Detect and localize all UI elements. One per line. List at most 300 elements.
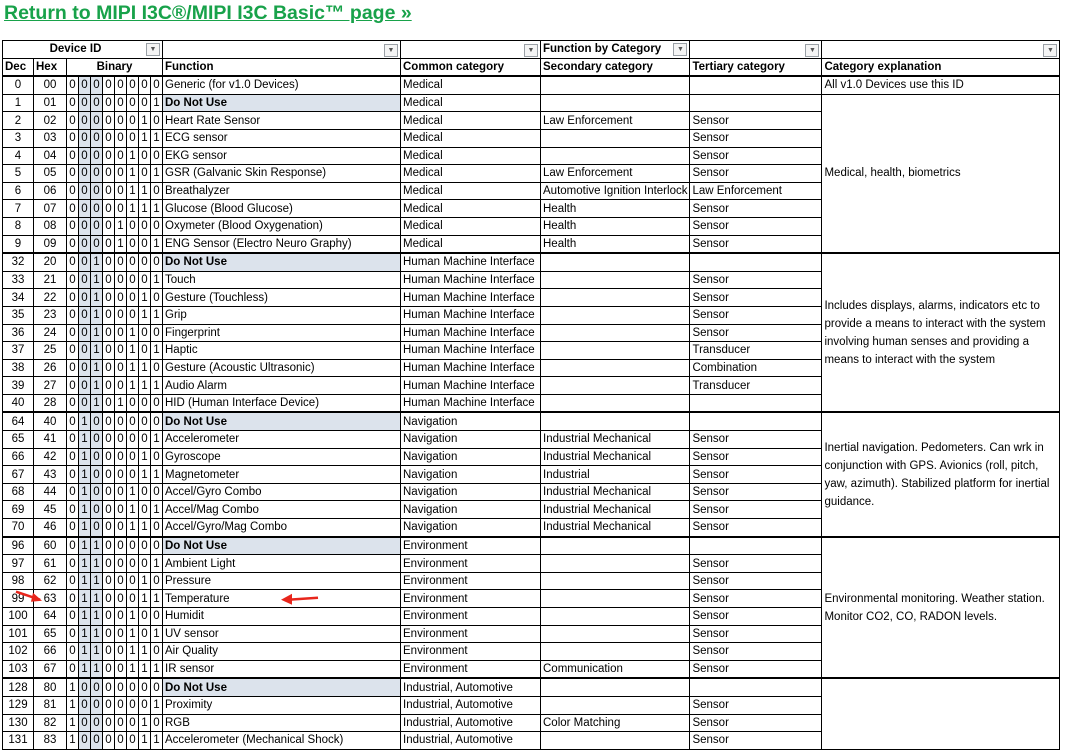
function-cell: Gyroscope [163, 448, 401, 466]
tertiary-category-cell: Sensor [690, 590, 822, 608]
dec-cell: 70 [3, 519, 34, 537]
binary-bit-cell: 0 [115, 714, 127, 732]
binary-bit-cell: 1 [91, 660, 103, 678]
tertiary-category-cell: Transducer [690, 342, 822, 360]
dec-cell: 98 [3, 572, 34, 590]
dec-cell: 40 [3, 394, 34, 412]
binary-bit-cell: 1 [127, 625, 139, 643]
function-cell: Audio Alarm [163, 377, 401, 395]
binary-bit-cell: 0 [127, 696, 139, 714]
binary-bit-cell: 0 [79, 324, 91, 342]
common-category-cell: Environment [401, 625, 541, 643]
binary-bit-cell: 0 [103, 412, 115, 430]
binary-bit-cell: 0 [103, 200, 115, 218]
binary-bit-cell: 0 [115, 253, 127, 271]
binary-bit-cell: 1 [79, 412, 91, 430]
return-link[interactable]: Return to MIPI I3C®/MIPI I3C Basic™ page » [4, 2, 412, 24]
binary-bit-cell: 0 [79, 112, 91, 130]
binary-bit-cell: 0 [151, 394, 163, 412]
common-filter-cell [401, 41, 541, 59]
binary-bit-cell: 0 [115, 129, 127, 147]
binary-bit-cell: 0 [67, 76, 79, 94]
binary-bit-cell: 0 [79, 129, 91, 147]
dropdown-icon[interactable]: ▼ [524, 44, 538, 57]
common-category-cell: Human Machine Interface [401, 324, 541, 342]
binary-bit-cell: 0 [127, 732, 139, 750]
binary-bit-cell: 0 [67, 466, 79, 484]
tertiary-category-cell: Sensor [690, 501, 822, 519]
binary-bit-cell: 0 [115, 466, 127, 484]
binary-bit-cell: 0 [151, 643, 163, 661]
binary-bit-cell: 1 [127, 377, 139, 395]
device-id-table [2, 40, 1060, 750]
hex-cell: 27 [34, 377, 67, 395]
binary-bit-cell: 0 [103, 431, 115, 449]
binary-bit-cell: 1 [151, 377, 163, 395]
common-category-cell: Medical [401, 129, 541, 147]
binary-bit-cell: 0 [115, 625, 127, 643]
binary-bit-cell: 0 [151, 483, 163, 501]
secondary-category-cell: Law Enforcement [541, 112, 690, 130]
binary-bit-cell: 0 [79, 359, 91, 377]
hex-cell: 44 [34, 483, 67, 501]
function-by-category-label: Function by Category [543, 43, 662, 56]
device-id-label: Device ID [49, 43, 102, 56]
binary-bit-cell: 1 [91, 253, 103, 271]
binary-bit-cell: 0 [115, 94, 127, 112]
secondary-category-cell: Industrial Mechanical [541, 519, 690, 537]
function-cell: Pressure [163, 572, 401, 590]
category-explanation-cell: Includes displays, alarms, indicators etc to provide a means to interact with the system involving human senses and providing a means to interact with the system [822, 253, 1060, 412]
dropdown-icon[interactable]: ▼ [146, 43, 160, 56]
hex-cell: 61 [34, 555, 67, 573]
binary-bit-cell: 1 [91, 394, 103, 412]
binary-bit-cell: 0 [79, 94, 91, 112]
binary-bit-cell: 1 [139, 289, 151, 307]
hex-cell: 25 [34, 342, 67, 360]
filter-active-icon[interactable]: ▼ [384, 44, 398, 57]
binary-bit-cell: 0 [103, 466, 115, 484]
hex-cell: 23 [34, 306, 67, 324]
tertiary-category-cell: Sensor [690, 324, 822, 342]
dec-cell: 4 [3, 147, 34, 165]
binary-bit-cell: 0 [67, 483, 79, 501]
common-category-cell: Medical [401, 94, 541, 112]
binary-bit-cell: 0 [151, 182, 163, 200]
binary-bit-cell: 0 [67, 235, 79, 253]
binary-bit-cell: 0 [115, 165, 127, 183]
binary-bit-cell: 0 [67, 289, 79, 307]
binary-bit-cell: 0 [139, 324, 151, 342]
binary-bit-cell: 0 [103, 165, 115, 183]
dec-cell: 38 [3, 359, 34, 377]
binary-bit-cell: 0 [67, 590, 79, 608]
common-category-cell: Medical [401, 217, 541, 235]
dec-cell: 34 [3, 289, 34, 307]
binary-bit-cell: 0 [103, 217, 115, 235]
dec-cell: 1 [3, 94, 34, 112]
common-category-cell: Navigation [401, 483, 541, 501]
secondary-category-cell [541, 555, 690, 573]
binary-bit-cell: 0 [67, 519, 79, 537]
binary-bit-cell: 0 [115, 182, 127, 200]
secondary-category-cell [541, 94, 690, 112]
binary-bit-cell: 0 [103, 732, 115, 750]
binary-bit-cell: 1 [139, 306, 151, 324]
secondary-filter-cell [541, 41, 690, 59]
tertiary-category-cell [690, 253, 822, 271]
function-cell: Gesture (Acoustic Ultrasonic) [163, 359, 401, 377]
function-cell: Proximity [163, 696, 401, 714]
binary-bit-cell: 1 [91, 625, 103, 643]
binary-bit-cell: 0 [91, 448, 103, 466]
table-row [3, 412, 1060, 430]
binary-bit-cell: 0 [67, 182, 79, 200]
tertiary-category-cell [690, 412, 822, 430]
binary-bit-cell: 0 [127, 129, 139, 147]
common-category-cell: Navigation [401, 466, 541, 484]
table-row [3, 76, 1060, 94]
secondary-category-cell [541, 253, 690, 271]
hex-cell: 46 [34, 519, 67, 537]
dec-cell: 5 [3, 165, 34, 183]
binary-bit-cell: 1 [79, 519, 91, 537]
common-category-cell: Environment [401, 590, 541, 608]
binary-bit-cell: 1 [91, 643, 103, 661]
hex-cell: 40 [34, 412, 67, 430]
binary-bit-cell: 0 [103, 590, 115, 608]
binary-bit-cell: 1 [139, 129, 151, 147]
function-cell: Do Not Use [163, 253, 401, 271]
category-explanation-cell: Environmental monitoring. Weather station. Monitor CO2, CO, RADON levels. [822, 537, 1060, 679]
binary-bit-cell: 0 [79, 696, 91, 714]
common-category-cell: Navigation [401, 448, 541, 466]
binary-bit-cell: 1 [151, 590, 163, 608]
tertiary-category-cell: Sensor [690, 306, 822, 324]
binary-bit-cell: 0 [91, 412, 103, 430]
function-cell: Heart Rate Sensor [163, 112, 401, 130]
function-cell: Humidit [163, 608, 401, 626]
dec-cell: 97 [3, 555, 34, 573]
binary-bit-cell: 0 [151, 678, 163, 696]
hex-cell: 01 [34, 94, 67, 112]
binary-bit-cell: 0 [103, 519, 115, 537]
tertiary-category-cell: Sensor [690, 519, 822, 537]
function-cell: Glucose (Blood Glucose) [163, 200, 401, 218]
tertiary-category-cell: Sensor [690, 696, 822, 714]
binary-bit-cell: 0 [115, 271, 127, 289]
binary-bit-cell: 0 [151, 112, 163, 130]
binary-bit-cell: 0 [115, 590, 127, 608]
function-cell: Temperature [163, 590, 401, 608]
binary-bit-cell: 1 [139, 359, 151, 377]
binary-bit-cell: 0 [67, 377, 79, 395]
binary-bit-cell: 0 [151, 76, 163, 94]
binary-bit-cell: 0 [139, 537, 151, 555]
binary-bit-cell: 1 [79, 448, 91, 466]
common-category-cell: Human Machine Interface [401, 359, 541, 377]
binary-bit-cell: 1 [115, 235, 127, 253]
binary-bit-cell: 1 [127, 147, 139, 165]
binary-bit-cell: 0 [91, 483, 103, 501]
binary-bit-cell: 0 [103, 678, 115, 696]
binary-bit-cell: 0 [79, 271, 91, 289]
binary-bit-cell: 0 [103, 342, 115, 360]
binary-bit-cell: 1 [127, 200, 139, 218]
binary-bit-cell: 0 [91, 519, 103, 537]
binary-bit-cell: 1 [91, 342, 103, 360]
binary-bit-cell: 0 [67, 94, 79, 112]
function-cell: ECG sensor [163, 129, 401, 147]
binary-bit-cell: 1 [127, 519, 139, 537]
binary-bit-cell: 0 [103, 448, 115, 466]
binary-bit-cell: 0 [67, 501, 79, 519]
dec-cell: 101 [3, 625, 34, 643]
tertiary-category-cell: Sensor [690, 165, 822, 183]
common-category-cell: Industrial, Automotive [401, 696, 541, 714]
binary-bit-cell: 1 [79, 537, 91, 555]
header-explanation: Category explanation [822, 58, 1060, 76]
secondary-category-cell [541, 537, 690, 555]
binary-bit-cell: 1 [151, 732, 163, 750]
binary-bit-cell: 0 [103, 324, 115, 342]
binary-bit-cell: 0 [139, 94, 151, 112]
binary-bit-cell: 0 [67, 324, 79, 342]
hex-cell: 04 [34, 147, 67, 165]
binary-bit-cell: 0 [67, 253, 79, 271]
dec-cell: 6 [3, 182, 34, 200]
binary-bit-cell: 0 [151, 147, 163, 165]
common-category-cell: Medical [401, 200, 541, 218]
binary-bit-cell: 0 [127, 289, 139, 307]
hex-cell: 24 [34, 324, 67, 342]
binary-bit-cell: 0 [103, 660, 115, 678]
tertiary-category-cell: Sensor [690, 448, 822, 466]
table-row [3, 678, 1060, 696]
header-hex: Hex [34, 58, 67, 76]
secondary-category-cell [541, 359, 690, 377]
common-category-cell: Environment [401, 608, 541, 626]
binary-bit-cell: 0 [79, 147, 91, 165]
binary-bit-cell: 1 [139, 732, 151, 750]
binary-bit-cell: 1 [127, 342, 139, 360]
dropdown-icon[interactable]: ▼ [805, 44, 819, 57]
tertiary-category-cell [690, 537, 822, 555]
binary-bit-cell: 0 [139, 217, 151, 235]
function-cell: Accelerometer (Mechanical Shock) [163, 732, 401, 750]
function-cell: UV sensor [163, 625, 401, 643]
binary-bit-cell: 0 [103, 377, 115, 395]
binary-bit-cell: 1 [91, 324, 103, 342]
binary-bit-cell: 0 [91, 696, 103, 714]
binary-bit-cell: 0 [139, 608, 151, 626]
common-category-cell: Medical [401, 147, 541, 165]
binary-bit-cell: 0 [127, 253, 139, 271]
binary-bit-cell: 0 [103, 359, 115, 377]
binary-bit-cell: 0 [127, 590, 139, 608]
header-secondary: Secondary category [541, 58, 690, 76]
common-category-cell: Environment [401, 572, 541, 590]
binary-bit-cell: 1 [151, 94, 163, 112]
function-cell: Oxymeter (Blood Oxygenation) [163, 217, 401, 235]
binary-bit-cell: 0 [151, 608, 163, 626]
header-dec: Dec [3, 58, 34, 76]
binary-bit-cell: 1 [151, 696, 163, 714]
tertiary-category-cell: Sensor [690, 625, 822, 643]
secondary-category-cell: Industrial [541, 466, 690, 484]
category-explanation-cell: Medical, health, biometrics [822, 94, 1060, 253]
binary-bit-cell: 0 [127, 537, 139, 555]
binary-bit-cell: 0 [115, 289, 127, 307]
hex-cell: 42 [34, 448, 67, 466]
binary-bit-cell: 0 [127, 94, 139, 112]
binary-bit-cell: 1 [79, 483, 91, 501]
binary-bit-cell: 1 [79, 431, 91, 449]
secondary-category-cell [541, 306, 690, 324]
binary-bit-cell: 0 [67, 431, 79, 449]
common-category-cell: Industrial, Automotive [401, 678, 541, 696]
binary-bit-cell: 1 [79, 643, 91, 661]
binary-bit-cell: 1 [151, 342, 163, 360]
tertiary-category-cell: Sensor [690, 271, 822, 289]
secondary-category-cell [541, 590, 690, 608]
binary-bit-cell: 0 [79, 306, 91, 324]
secondary-category-cell [541, 324, 690, 342]
binary-bit-cell: 0 [115, 359, 127, 377]
binary-bit-cell: 0 [103, 94, 115, 112]
dec-cell: 65 [3, 431, 34, 449]
binary-bit-cell: 0 [139, 147, 151, 165]
binary-bit-cell: 0 [91, 76, 103, 94]
hex-cell: 66 [34, 643, 67, 661]
binary-bit-cell: 0 [67, 359, 79, 377]
binary-bit-cell: 1 [79, 466, 91, 484]
common-category-cell: Environment [401, 660, 541, 678]
binary-bit-cell: 1 [91, 537, 103, 555]
binary-bit-cell: 0 [91, 235, 103, 253]
binary-bit-cell: 0 [127, 76, 139, 94]
binary-bit-cell: 1 [91, 289, 103, 307]
binary-bit-cell: 1 [79, 555, 91, 573]
binary-bit-cell: 0 [151, 448, 163, 466]
binary-bit-cell: 0 [91, 732, 103, 750]
explanation-filter-cell [822, 41, 1060, 59]
tertiary-category-cell: Sensor [690, 235, 822, 253]
dec-cell: 131 [3, 732, 34, 750]
binary-bit-cell: 1 [127, 182, 139, 200]
binary-bit-cell: 0 [115, 324, 127, 342]
common-category-cell: Navigation [401, 412, 541, 430]
binary-bit-cell: 0 [67, 306, 79, 324]
binary-bit-cell: 1 [127, 501, 139, 519]
binary-bit-cell: 0 [91, 94, 103, 112]
binary-bit-cell: 0 [127, 217, 139, 235]
binary-bit-cell: 0 [115, 519, 127, 537]
binary-bit-cell: 0 [127, 112, 139, 130]
common-category-cell: Medical [401, 112, 541, 130]
hex-cell: 83 [34, 732, 67, 750]
binary-bit-cell: 0 [115, 555, 127, 573]
binary-bit-cell: 0 [127, 466, 139, 484]
hex-cell: 07 [34, 200, 67, 218]
secondary-category-cell [541, 289, 690, 307]
common-category-cell: Navigation [401, 431, 541, 449]
binary-bit-cell: 1 [151, 165, 163, 183]
dec-cell: 66 [3, 448, 34, 466]
binary-bit-cell: 0 [67, 572, 79, 590]
function-cell: Breathalyzer [163, 182, 401, 200]
binary-bit-cell: 0 [139, 412, 151, 430]
function-cell: IR sensor [163, 660, 401, 678]
binary-bit-cell: 0 [103, 643, 115, 661]
function-cell: ENG Sensor (Electro Neuro Graphy) [163, 235, 401, 253]
dec-cell: 35 [3, 306, 34, 324]
function-cell: Do Not Use [163, 412, 401, 430]
binary-bit-cell: 1 [127, 483, 139, 501]
binary-bit-cell: 0 [67, 643, 79, 661]
binary-bit-cell: 0 [151, 412, 163, 430]
dec-cell: 67 [3, 466, 34, 484]
binary-bit-cell: 1 [91, 572, 103, 590]
header-function: Function [163, 58, 401, 76]
binary-bit-cell: 0 [115, 200, 127, 218]
binary-bit-cell: 0 [115, 608, 127, 626]
dec-cell: 130 [3, 714, 34, 732]
tertiary-category-cell: Transducer [690, 377, 822, 395]
binary-bit-cell: 1 [151, 555, 163, 573]
binary-bit-cell: 1 [151, 501, 163, 519]
tertiary-filter-cell [690, 41, 822, 59]
binary-bit-cell: 0 [91, 112, 103, 130]
binary-bit-cell: 0 [67, 448, 79, 466]
binary-bit-cell: 1 [91, 271, 103, 289]
binary-bit-cell: 0 [103, 696, 115, 714]
binary-bit-cell: 0 [103, 483, 115, 501]
tertiary-category-cell: Sensor [690, 112, 822, 130]
common-category-cell: Medical [401, 165, 541, 183]
common-category-cell: Human Machine Interface [401, 342, 541, 360]
binary-bit-cell: 1 [151, 200, 163, 218]
dropdown-icon[interactable]: ▼ [673, 43, 687, 56]
binary-bit-cell: 0 [79, 732, 91, 750]
common-category-cell: Navigation [401, 501, 541, 519]
function-cell: Touch [163, 271, 401, 289]
binary-bit-cell: 0 [91, 714, 103, 732]
common-category-cell: Human Machine Interface [401, 306, 541, 324]
header-binary: Binary [67, 58, 163, 76]
function-cell: GSR (Galvanic Skin Response) [163, 165, 401, 183]
binary-bit-cell: 0 [115, 147, 127, 165]
function-cell: Ambient Light [163, 555, 401, 573]
binary-bit-cell: 0 [127, 448, 139, 466]
function-cell: HID (Human Interface Device) [163, 394, 401, 412]
function-cell: Magnetometer [163, 466, 401, 484]
function-cell: Accel/Gyro/Mag Combo [163, 519, 401, 537]
binary-bit-cell: 0 [151, 572, 163, 590]
binary-bit-cell: 1 [151, 129, 163, 147]
binary-bit-cell: 1 [127, 643, 139, 661]
binary-bit-cell: 0 [151, 324, 163, 342]
common-category-cell: Environment [401, 537, 541, 555]
binary-bit-cell: 0 [91, 182, 103, 200]
binary-bit-cell: 0 [127, 235, 139, 253]
header-row [3, 58, 1060, 76]
dropdown-icon[interactable]: ▼ [1043, 44, 1057, 57]
binary-bit-cell: 0 [103, 306, 115, 324]
binary-bit-cell: 0 [79, 342, 91, 360]
binary-bit-cell: 0 [91, 200, 103, 218]
secondary-category-cell: Health [541, 217, 690, 235]
